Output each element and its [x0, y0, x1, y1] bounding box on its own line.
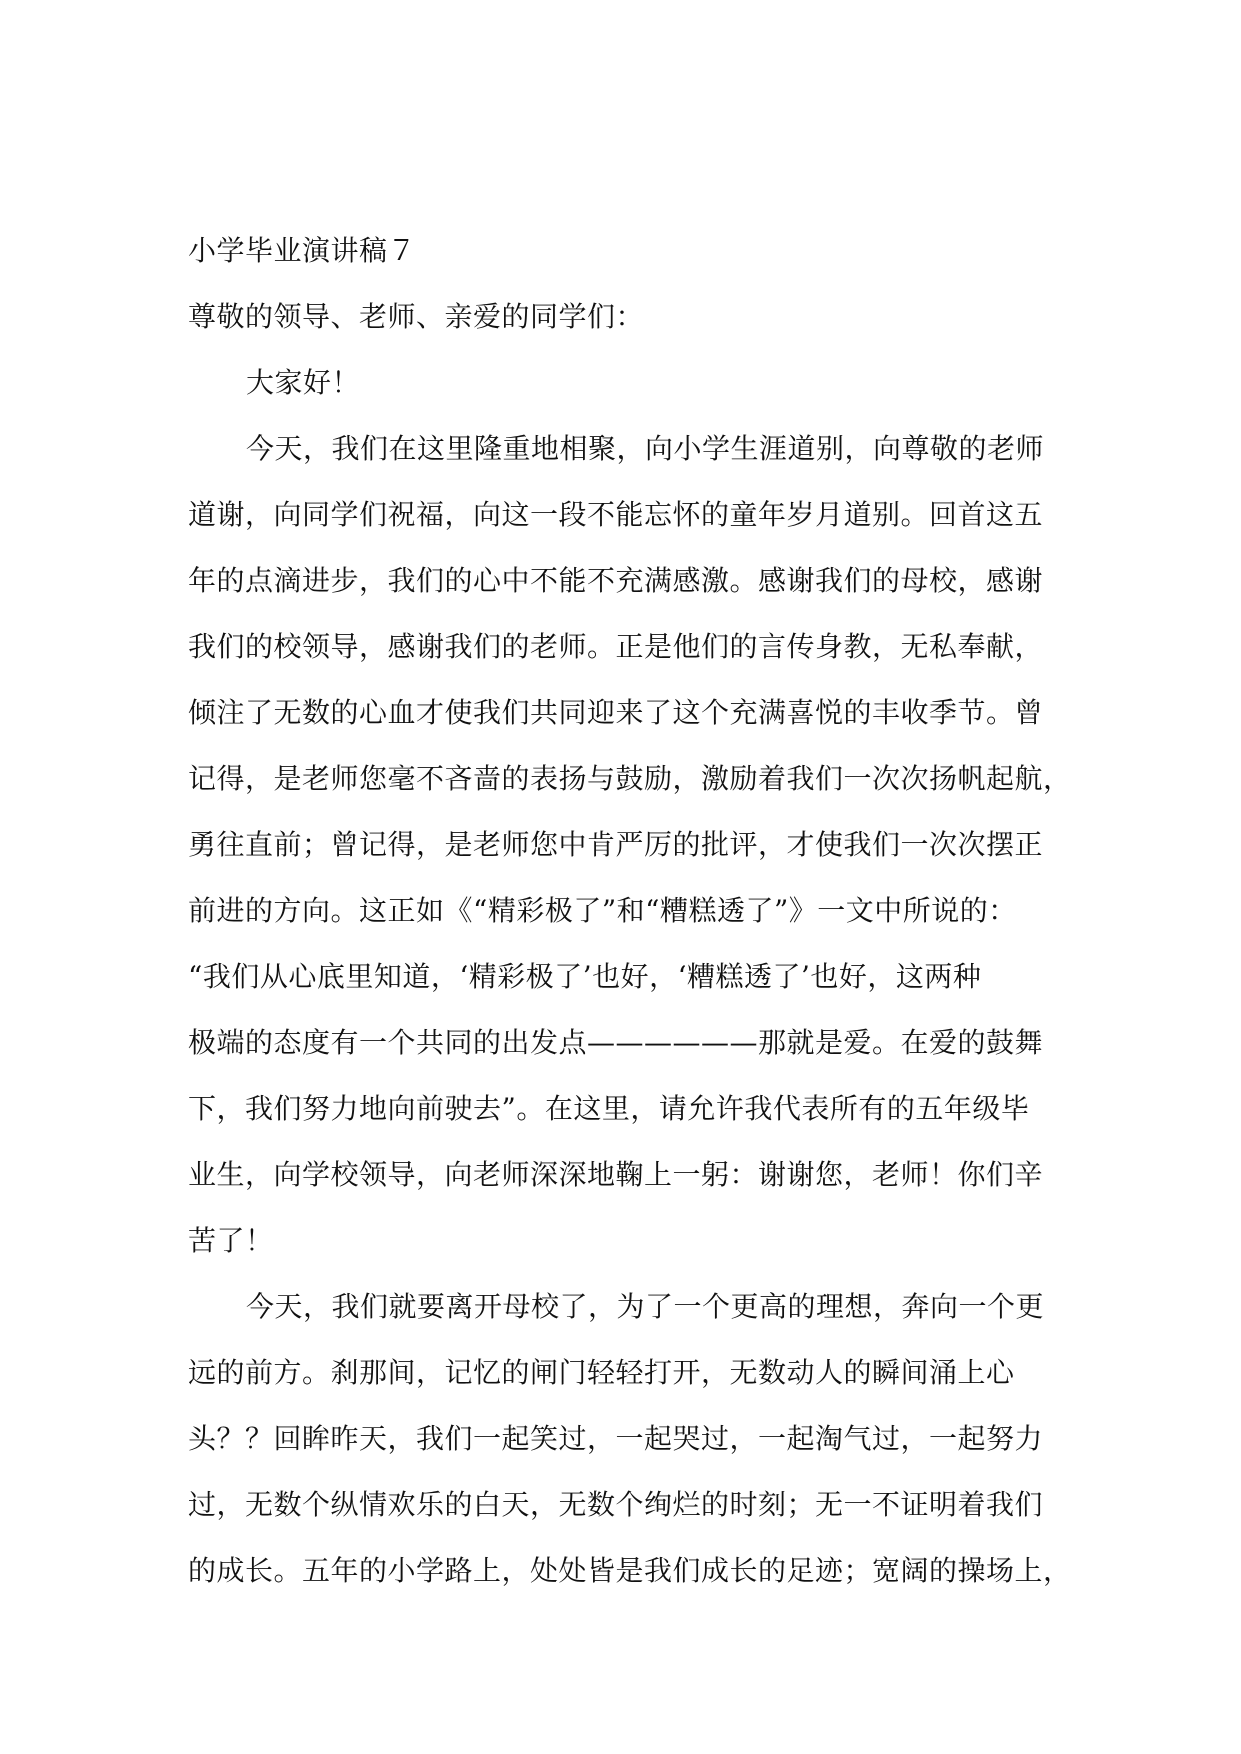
paragraph-1-line: 记得，是老师您毫不吝啬的表扬与鼓励，激励着我们一次次扬帆起航，	[188, 762, 1072, 795]
paragraph-1-line: 极端的态度有一个共同的出发点——————那就是爱。在爱的鼓舞	[188, 1026, 1044, 1059]
paragraph-1-line: 年的点滴进步，我们的心中不能不充满感激。感谢我们的母校，感谢	[188, 564, 1044, 597]
paragraph-1-line: 我们的校领导，感谢我们的老师。正是他们的言传身教，无私奉献，	[188, 630, 1044, 663]
salutation: 尊敬的领导、老师、亲爱的同学们：	[188, 300, 645, 333]
paragraph-1-line: 勇往直前；曾记得，是老师您中肯严厉的批评，才使我们一次次摆正	[188, 828, 1044, 861]
paragraph-1-line: 今天，我们在这里隆重地相聚，向小学生涯道别，向尊敬的老师	[246, 432, 1045, 465]
paragraph-2-line: 远的前方。刹那间，记忆的闸门轻轻打开，无数动人的瞬间涌上心	[188, 1356, 1015, 1389]
paragraph-1-line: 倾注了无数的心血才使我们共同迎来了这个充满喜悦的丰收季节。曾	[188, 696, 1044, 729]
paragraph-2-line: 今天，我们就要离开母校了，为了一个更高的理想，奔向一个更	[246, 1290, 1045, 1323]
paragraph-1-line: 前进的方向。这正如《“精彩极了”和“糟糕透了”》一文中所说的：	[188, 894, 1017, 927]
document-title: 小学毕业演讲稿７	[188, 234, 417, 267]
paragraph-1-line: 道谢，向同学们祝福，向这一段不能忘怀的童年岁月道别。回首这五	[188, 498, 1044, 531]
paragraph-1-line: 业生，向学校领导，向老师深深地鞠上一躬：谢谢您，老师！你们辛	[188, 1158, 1044, 1191]
greeting: 大家好！	[246, 366, 361, 399]
paragraph-1-line: “我们从心底里知道，‘精彩极了’也好，‘糟糕透了’也好，这两种	[188, 960, 982, 993]
paragraph-1-line: 下，我们努力地向前驶去”。在这里，请允许我代表所有的五年级毕	[188, 1092, 1030, 1125]
paragraph-2-line: 头？？回眸昨天，我们一起笑过，一起哭过，一起淘气过，一起努力	[188, 1422, 1044, 1455]
paragraph-2-line: 的成长。五年的小学路上，处处皆是我们成长的足迹；宽阔的操场上，	[188, 1554, 1072, 1587]
paragraph-1-line: 苦了！	[188, 1224, 274, 1257]
paragraph-2-line: 过，无数个纵情欢乐的白天，无数个绚烂的时刻；无一不证明着我们	[188, 1488, 1044, 1521]
